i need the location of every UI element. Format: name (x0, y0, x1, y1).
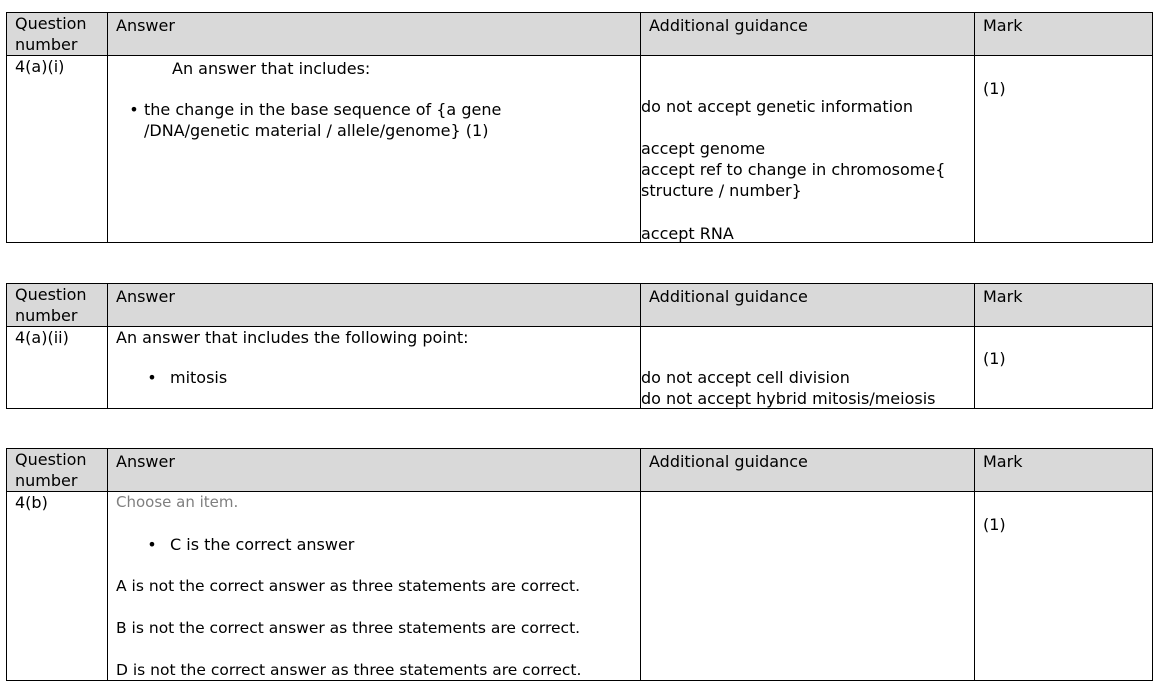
mark-cell (975, 56, 1153, 243)
mark-scheme-table-4b (6, 448, 1153, 681)
mark-cell (975, 492, 1153, 681)
guidance-cell (641, 327, 975, 409)
answer-row (7, 492, 1153, 681)
header-additional-guidance: Additional guidance (641, 449, 975, 492)
mark-value: (1) (983, 349, 1006, 368)
guidance-line: accept ref to change in chromosome{ structure / number} (641, 160, 946, 200)
question-number: 4(b) (7, 492, 108, 681)
header-row (7, 449, 1153, 492)
guidance-line: accept RNA (641, 224, 734, 243)
answer-bullet-item (142, 534, 354, 555)
header-row (7, 284, 1153, 327)
guidance-line: do not accept hybrid mitosis/meiosis (641, 389, 936, 408)
header-mark: Mark (975, 13, 1153, 56)
mark-scheme-table-4aii (6, 283, 1153, 409)
guidance-cell (641, 56, 975, 243)
question-number: 4(a)(ii) (7, 327, 108, 409)
header-question-number: Question number (7, 449, 108, 492)
answer-bullet-item (142, 367, 227, 388)
mark-cell (975, 327, 1153, 409)
header-answer: Answer (108, 449, 641, 492)
header-question-number: Question number (7, 13, 108, 56)
answer-cell (108, 327, 641, 409)
header-row (7, 13, 1153, 56)
guidance-line: do not accept cell division (641, 368, 850, 387)
header-additional-guidance: Additional guidance (641, 13, 975, 56)
header-question-number: Question number (7, 284, 108, 327)
answer-note: D is not the correct answer as three statements are correct. (116, 661, 582, 679)
bullet-icon: • (147, 535, 157, 554)
answer-bullet-text: the change in the base sequence of {a gene /DNA/genetic material / allele/genome} (1) (144, 100, 502, 140)
header-answer: Answer (108, 284, 641, 327)
guidance-line: do not accept genetic information (641, 97, 914, 116)
answer-bullet-item (124, 99, 564, 141)
header-answer: Answer (108, 13, 641, 56)
question-number: 4(a)(i) (7, 56, 108, 243)
guidance-line: accept genome (641, 139, 766, 158)
answer-row (7, 327, 1153, 409)
answer-row (7, 56, 1153, 243)
mark-value: (1) (983, 79, 1006, 98)
answer-intro: An answer that includes: (172, 59, 371, 78)
header-mark: Mark (975, 284, 1153, 327)
bullet-icon: • (147, 368, 157, 387)
header-mark: Mark (975, 449, 1153, 492)
guidance-cell (641, 492, 975, 681)
answer-note: A is not the correct answer as three statements are correct. (116, 577, 581, 595)
header-additional-guidance: Additional guidance (641, 284, 975, 327)
answer-intro: An answer that includes the following point: (116, 328, 469, 347)
answer-bullet-text: mitosis (170, 368, 228, 387)
answer-bullet-text: C is the correct answer (170, 535, 355, 554)
answer-cell (108, 492, 641, 681)
bullet-icon: • (129, 100, 139, 119)
mark-scheme-table-4ai (6, 12, 1153, 243)
answer-cell (108, 56, 641, 243)
choose-item-placeholder[interactable]: Choose an item. (116, 493, 239, 511)
answer-note: B is not the correct answer as three statements are correct. (116, 619, 581, 637)
mark-value: (1) (983, 515, 1006, 534)
